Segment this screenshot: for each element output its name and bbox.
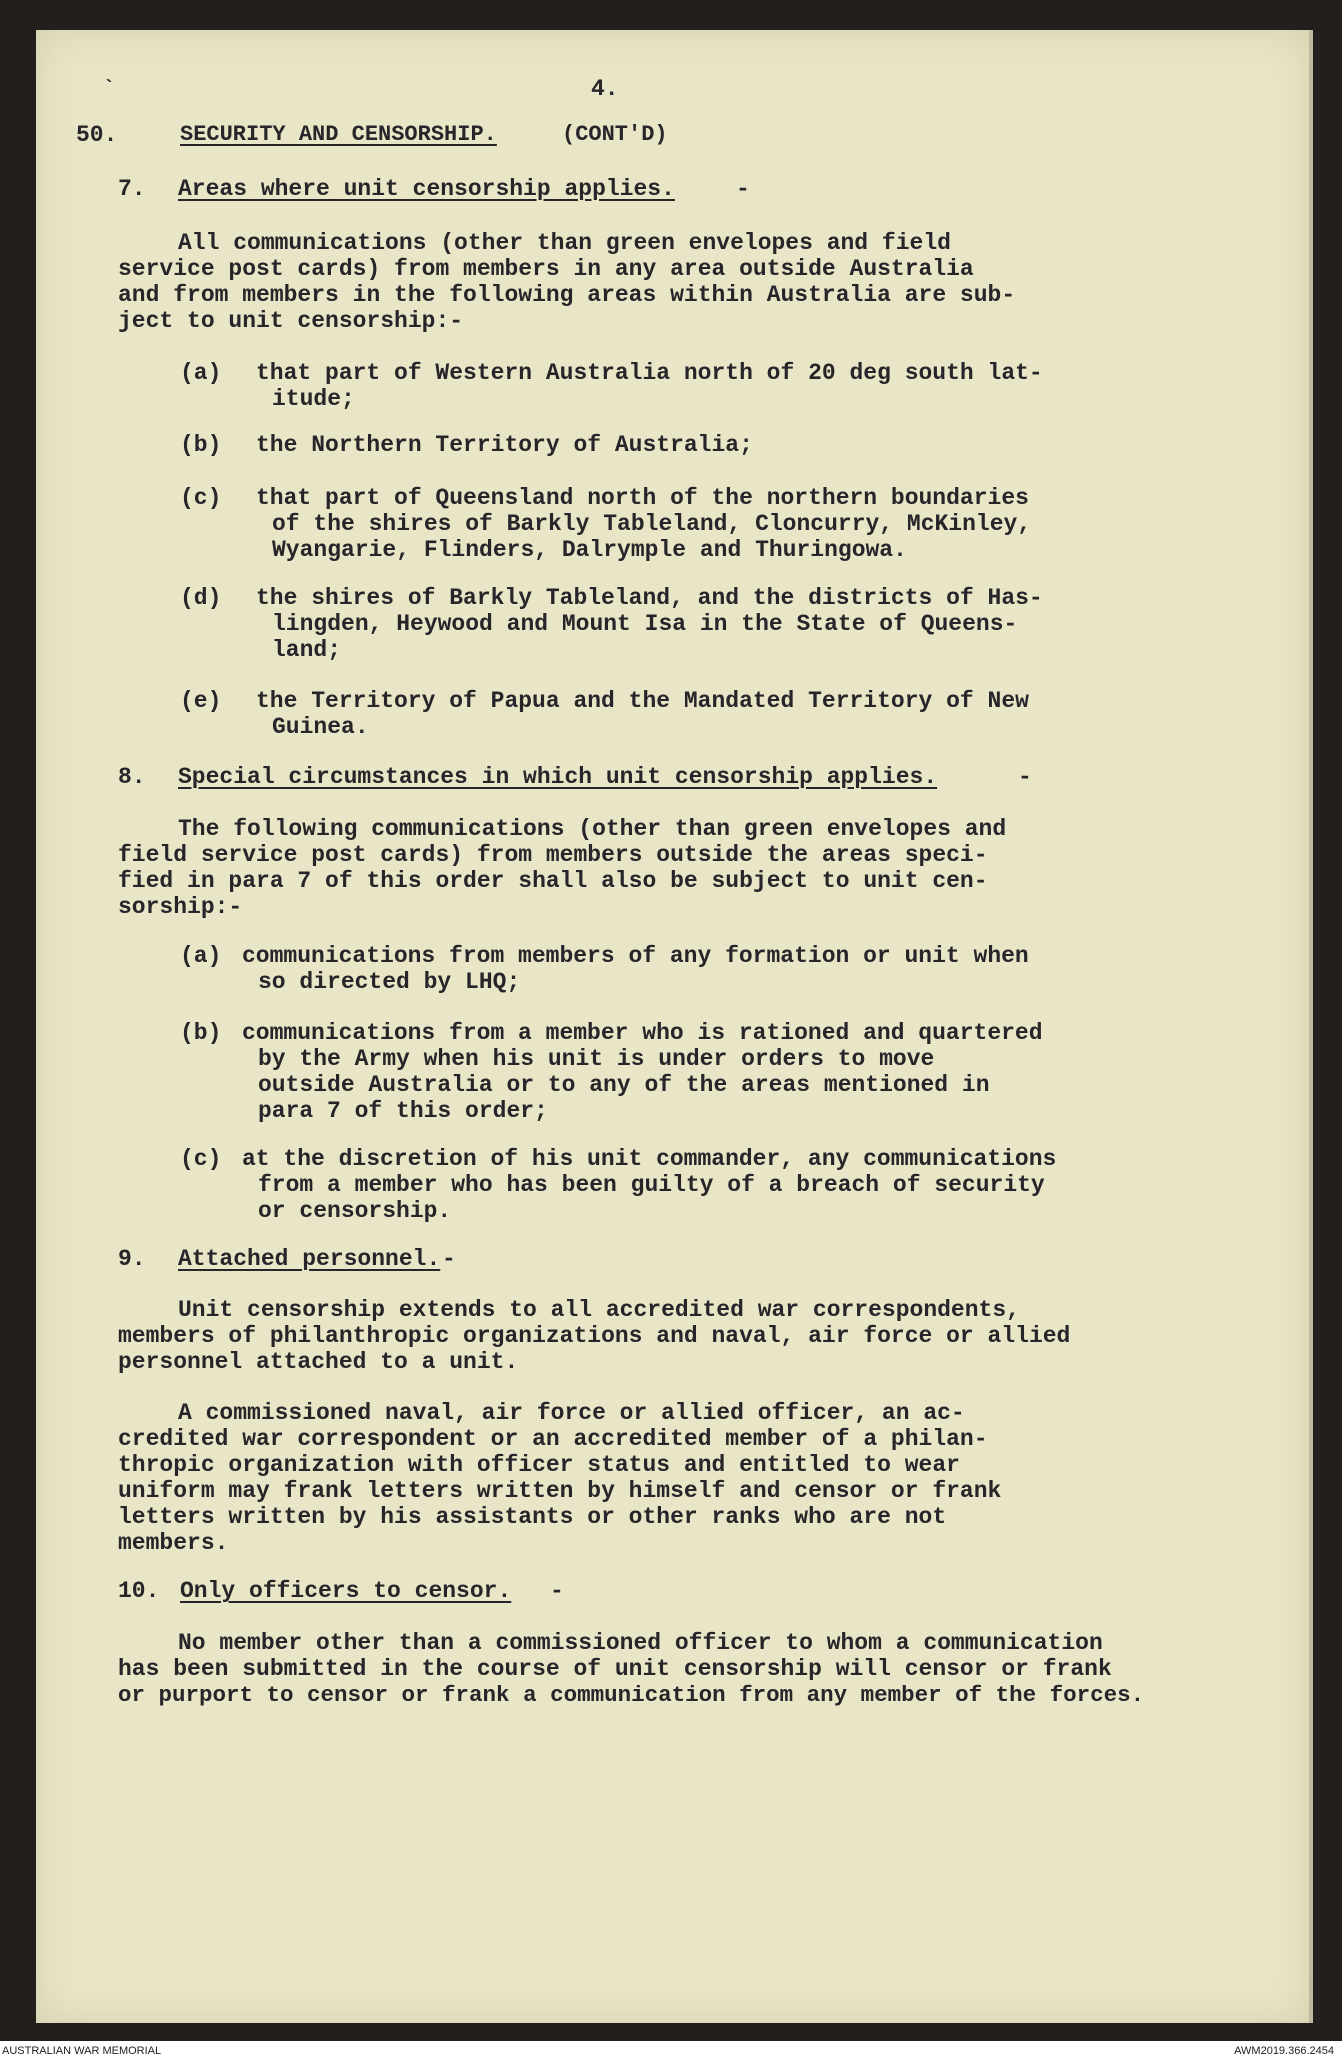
body-line: letters written by his assistants or other ranks who are not (118, 1504, 947, 1530)
body-line: A commissioned naval, air force or allied officer, an ac- (178, 1400, 965, 1426)
item-text-7c (256, 485, 1031, 563)
item-line: so directed by LHQ; (258, 969, 521, 995)
item-label-8c: (c) (180, 1146, 222, 1172)
item-text-8b (242, 1020, 1043, 1124)
para-7-number: 7. (118, 176, 146, 202)
item-line: of the shires of Barkly Tableland, Cloncurry, McKinley, (272, 511, 1032, 537)
archive-footer (0, 2041, 1342, 2061)
item-line: lingden, Heywood and Mount Isa in the State of Queens- (272, 611, 1018, 637)
item-text-7a (256, 360, 1043, 412)
item-label-8b: (b) (180, 1020, 222, 1046)
body-line: thropic organization with officer status and entitled to wear (118, 1452, 960, 1478)
body-line: or purport to censor or frank a communication from any member of the forces. (118, 1682, 1145, 1708)
item-line: the Territory of Papua and the Mandated Territory of New (256, 688, 1029, 714)
item-line: land; (272, 637, 342, 663)
para-9-body-1 (118, 1297, 1070, 1375)
body-line: members. (118, 1530, 229, 1556)
body-line: and from members in the following areas within Australia are sub- (118, 282, 1016, 308)
body-line: The following communications (other than green envelopes and (178, 816, 1007, 842)
item-text-8a (242, 943, 1029, 995)
body-line: members of philanthropic organizations and naval, air force or allied (118, 1323, 1071, 1349)
item-label-7b: (b) (180, 432, 222, 458)
body-line: service post cards) from members in any area outside Australia (118, 256, 974, 282)
footer-institution: AUSTRALIAN WAR MEMORIAL (2, 2045, 162, 2057)
body-line: credited war correspondent or an accredited member of a philan- (118, 1426, 988, 1452)
item-text-7b (256, 432, 753, 458)
body-line: field service post cards) from members outside the areas speci- (118, 842, 988, 868)
item-line: at the discretion of his unit commander, any communications (242, 1146, 1057, 1172)
para-10-dash: - (550, 1578, 564, 1604)
para-7-body (118, 230, 1015, 334)
body-line: uniform may frank letters written by himself and censor or frank (118, 1478, 1002, 1504)
item-line: by the Army when his unit is under orders to move (258, 1046, 935, 1072)
para-9-body-2 (118, 1400, 1001, 1556)
pen-mark: ` (103, 78, 116, 101)
body-line: has been submitted in the course of unit censorship will censor or frank (118, 1656, 1112, 1682)
item-label-8a: (a) (180, 943, 222, 969)
para-7-heading: Areas where unit censorship applies. (178, 176, 675, 202)
item-label-7d: (d) (180, 585, 222, 611)
body-line: ject to unit censorship:- (118, 308, 464, 334)
body-line: personnel attached to a unit. (118, 1349, 519, 1375)
item-label-7a: (a) (180, 360, 222, 386)
item-text-7e (256, 688, 1029, 740)
item-text-7d (256, 585, 1043, 663)
item-label-7e: (e) (180, 688, 222, 714)
body-line: fied in para 7 of this order shall also be subject to unit cen- (118, 868, 988, 894)
body-line: Unit censorship extends to all accredited war correspondents, (178, 1297, 1020, 1323)
item-line: the Northern Territory of Australia; (256, 432, 753, 458)
page-edge (1309, 30, 1313, 2023)
item-line: outside Australia or to any of the areas mentioned in (258, 1072, 990, 1098)
page-number: 4. (591, 76, 619, 102)
item-line: that part of Western Australia north of 20 deg south lat- (256, 360, 1043, 386)
section-title: SECURITY AND CENSORSHIP. (180, 122, 497, 147)
para-9-number: 9. (118, 1246, 146, 1272)
section-number: 50. (76, 122, 118, 148)
para-10-body (118, 1630, 1144, 1708)
item-line: Guinea. (272, 714, 369, 740)
item-line: the shires of Barkly Tableland, and the districts of Has- (256, 585, 1043, 611)
para-8-heading: Special circumstances in which unit censorship applies. (178, 764, 938, 790)
body-line: sorship:- (118, 894, 243, 920)
item-text-8c (242, 1146, 1056, 1224)
item-line: itude; (272, 386, 355, 412)
item-line: Wyangarie, Flinders, Dalrymple and Thuringowa. (272, 537, 907, 563)
body-line: No member other than a commissioned officer to whom a communication (178, 1630, 1103, 1656)
para-8-dash: - (1018, 764, 1032, 790)
footer-accession-number: AWM2019.366.2454 (1234, 2045, 1334, 2057)
item-line: or censorship. (258, 1198, 452, 1224)
item-line: communications from members of any formation or unit when (242, 943, 1029, 969)
item-line: communications from a member who is rationed and quartered (242, 1020, 1043, 1046)
section-title-suffix: (CONT'D) (562, 122, 668, 147)
para-10-number: 10. (118, 1578, 160, 1604)
item-label-7c: (c) (180, 485, 222, 511)
para-9-heading: Attached personnel. (178, 1246, 441, 1272)
item-line: para 7 of this order; (258, 1098, 548, 1124)
para-7-dash: - (736, 176, 750, 202)
para-8-body (118, 816, 1006, 920)
para-9-dash: - (442, 1246, 456, 1272)
item-line: from a member who has been guilty of a breach of security (258, 1172, 1045, 1198)
para-10-heading: Only officers to censor. (180, 1578, 512, 1604)
item-line: that part of Queensland north of the northern boundaries (256, 485, 1029, 511)
body-line: All communications (other than green envelopes and field (178, 230, 951, 256)
para-8-number: 8. (118, 764, 146, 790)
